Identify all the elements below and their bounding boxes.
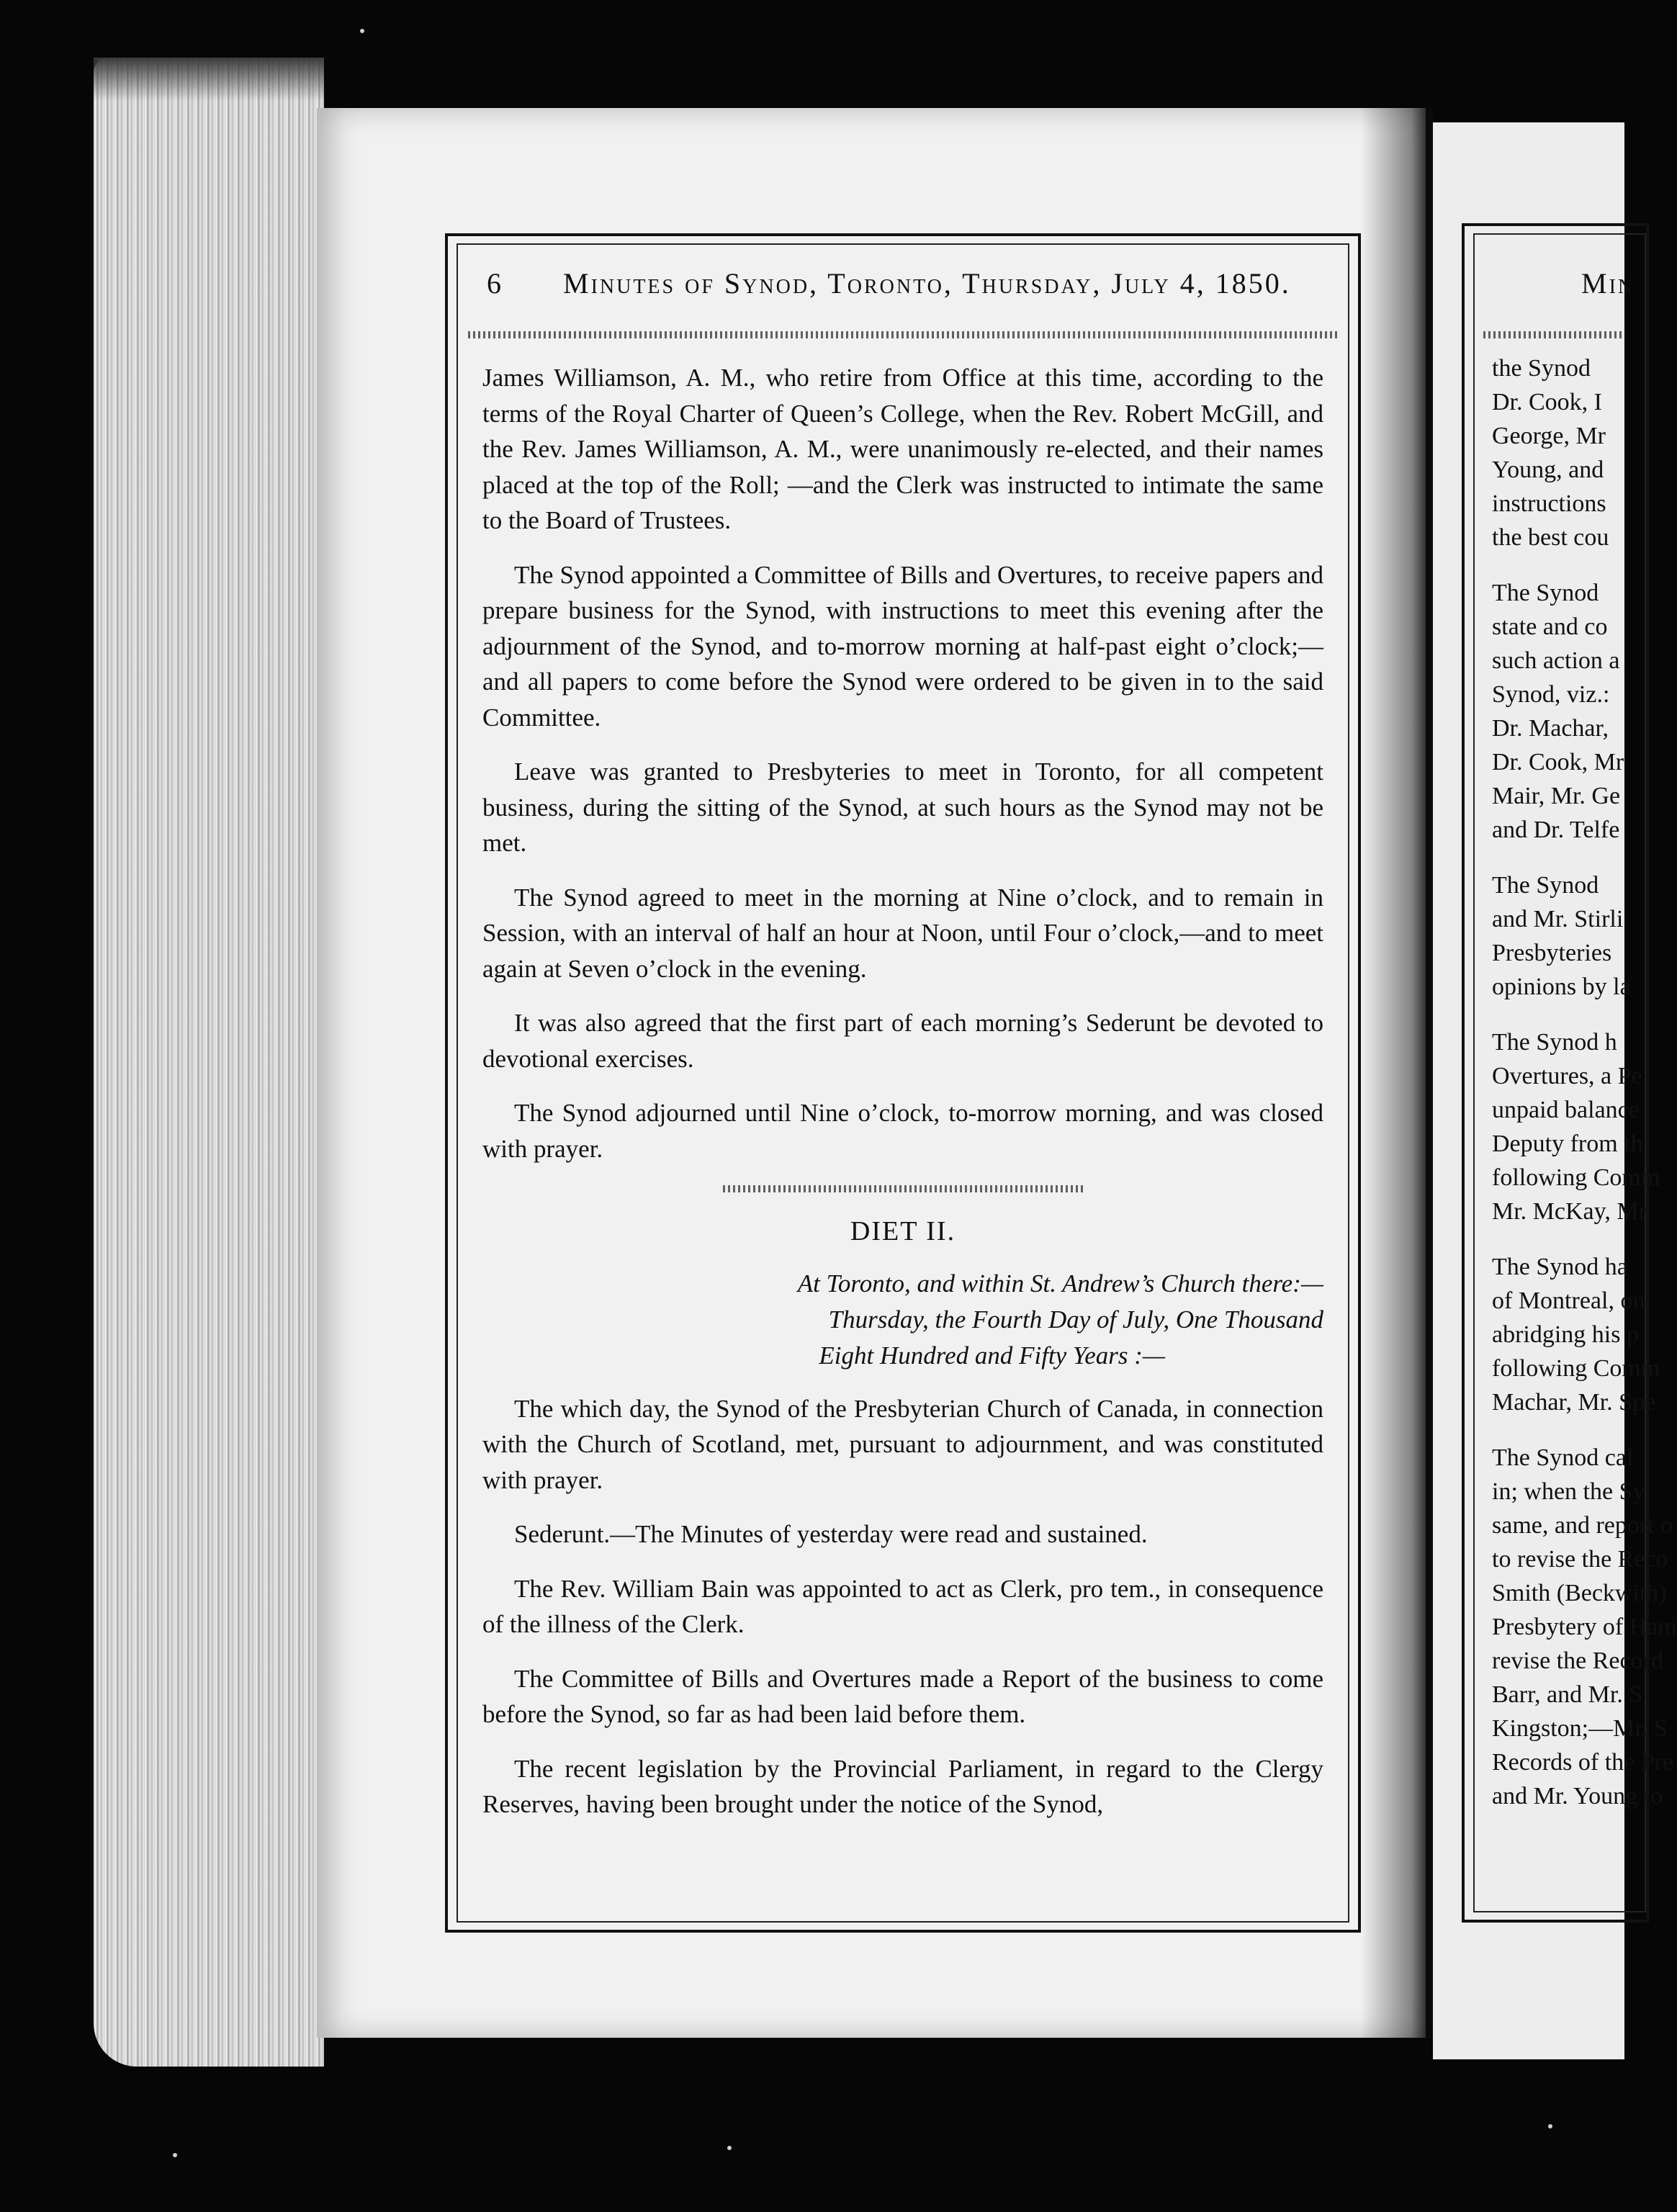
right-text-line: opinions by la xyxy=(1492,974,1631,1000)
right-text-line: the best cou xyxy=(1492,524,1609,551)
paragraph: The Synod adjourned until Nine o’clock, to-morrow morning, and was closed with prayer. xyxy=(482,1099,1323,1163)
right-text-line: Synod, viz.: xyxy=(1492,681,1610,708)
right-text-line: state and co xyxy=(1492,613,1608,640)
right-text-line: The Synod h xyxy=(1492,1029,1617,1056)
paragraph: Sederunt.—The Minutes of yesterday were read and sustained. xyxy=(514,1520,1148,1548)
right-text-line: Kingston;—Mr. S xyxy=(1492,1715,1668,1742)
right-text-line: following Comm xyxy=(1492,1355,1660,1382)
right-text-line: The Synod xyxy=(1492,580,1599,606)
paragraph: Leave was granted to Presbyteries to meet in Toronto, for all competent business, during the sitting of the Synod, at such hours as the Synod may not be met. xyxy=(482,757,1323,857)
right-text-line: same, and report o xyxy=(1492,1512,1673,1539)
right-text-line: Dr. Cook, I xyxy=(1492,389,1602,415)
right-text-line: and Dr. Telfe xyxy=(1492,817,1620,843)
right-text-line: revise the Record xyxy=(1492,1647,1663,1674)
right-text-line: Overtures, a Pe xyxy=(1492,1063,1642,1089)
paragraph: The which day, the Synod of the Presbyterian Church of Canada, in connection with the Church of Scotland, met, pursuant to adjournment, and was constituted with prayer. xyxy=(482,1394,1323,1494)
right-text-line: and Mr. Stirli xyxy=(1492,906,1624,932)
dust-speck xyxy=(173,2153,177,2157)
running-head: Minutes of Synod, Toronto, Thursday, July 4, 1850. xyxy=(563,267,1291,300)
paragraph: It was also agreed that the first part of each morning’s Sederunt be devoted to devotional exercises. xyxy=(482,1009,1323,1073)
book-page-edges xyxy=(94,58,324,2067)
right-text-line: Presbyteries xyxy=(1492,940,1612,966)
right-text-line: in; when the Sy xyxy=(1492,1478,1645,1505)
right-text-line: Mair, Mr. Ge xyxy=(1492,783,1621,809)
place-date-heading xyxy=(482,1266,1323,1374)
page-header xyxy=(487,266,1322,310)
section-heading: DIET II. xyxy=(850,1216,956,1246)
header-rule xyxy=(468,331,1339,338)
right-text-line: Dr. Cook, Mr xyxy=(1492,749,1624,775)
paragraph: The Rev. William Bain was appointed to act as Clerk, pro tem., in consequence of the illness of the Clerk. xyxy=(482,1574,1323,1638)
paragraph-gap xyxy=(1492,1228,1636,1250)
paragraph-gap xyxy=(1492,554,1636,576)
date-line: Thursday, the Fourth Day of July, One Thousand xyxy=(828,1305,1323,1334)
dust-speck xyxy=(1548,2124,1552,2128)
right-text-line: Deputy from th xyxy=(1492,1130,1643,1157)
right-running-head: Min xyxy=(1581,267,1635,300)
right-text-line: of Montreal, on xyxy=(1492,1287,1645,1314)
right-text-line: The Synod xyxy=(1492,872,1599,899)
right-text-line: George, Mr xyxy=(1492,423,1606,449)
page-body xyxy=(482,360,1323,1841)
date-line: Eight Hundred and Fifty Years :— xyxy=(819,1341,1165,1370)
right-text-line: instructions xyxy=(1492,490,1606,517)
right-text-line: Dr. Machar, xyxy=(1492,715,1609,742)
right-text-line: Records of the Pre xyxy=(1492,1749,1674,1776)
dust-speck xyxy=(727,2146,732,2150)
right-text-line: unpaid balance xyxy=(1492,1097,1640,1123)
right-text-line: Presbytery of Ham xyxy=(1492,1614,1677,1640)
right-text-line: such action a xyxy=(1492,647,1620,674)
right-text-line: to revise the Reco xyxy=(1492,1546,1668,1573)
paragraph: The Committee of Bills and Overtures made a Report of the business to come before the Synod, so far as had been laid before them. xyxy=(482,1664,1323,1728)
book-gutter xyxy=(1361,108,1433,2038)
paragraph-gap xyxy=(1492,847,1636,868)
dust-speck xyxy=(360,29,364,33)
place-line: At Toronto, and within St. Andrew’s Church there:— xyxy=(797,1269,1323,1298)
paragraph-gap xyxy=(1492,1419,1636,1441)
paragraph: The Synod agreed to meet in the morning at Nine o’clock, and to remain in Session, with an interval of half an hour at Noon, until Four o’clock,—and to meet again at Seven o’clock in the evening. xyxy=(482,883,1323,983)
right-text-line: Machar, Mr. Spe xyxy=(1492,1389,1656,1416)
right-text-line: Mr. McKay, Mr xyxy=(1492,1198,1647,1225)
right-text-line: the Synod xyxy=(1492,355,1591,382)
right-text-line: The Synod ha xyxy=(1492,1254,1628,1280)
right-text-line: Barr, and Mr. S xyxy=(1492,1681,1643,1708)
right-text-line: abridging his p xyxy=(1492,1321,1639,1348)
right-text-line: and Mr. Young to xyxy=(1492,1783,1663,1809)
right-text-line: Smith (Beckwith) xyxy=(1492,1580,1667,1606)
paragraph: James Williamson, A. M., who retire from Office at this time, according to the terms of the Royal Charter of Queen’s College, when the Rev. Robert McGill, and the Rev. James Williamson, A. M., were unanimously re-elected, and their names placed at the top of the Roll; —and the Clerk was instructed to intimate the same to the Board of Trustees. xyxy=(482,364,1323,534)
paragraph: The Synod appointed a Committee of Bills and Overtures, to receive papers and prepare business for the Synod, with instructions to meet this evening after the adjournment of the Synod, and to-morrow morning at half-past eight o’clock;—and all papers to come before the Synod were ordered to be given in to the said Committee. xyxy=(482,560,1323,732)
right-header-rule xyxy=(1483,331,1624,338)
right-text-line: Young, and xyxy=(1492,457,1604,483)
paragraph-gap xyxy=(1492,1004,1636,1025)
page-number: 6 xyxy=(487,267,502,300)
right-text-line: The Synod cal xyxy=(1492,1444,1634,1471)
section-divider xyxy=(723,1185,1083,1192)
right-page-text xyxy=(1492,351,1677,1813)
paragraph: The recent legislation by the Provincial Parliament, in regard to the Clergy Reserves, having been brought under the notice of the Synod, xyxy=(482,1754,1323,1818)
right-text-line: following Comm xyxy=(1492,1164,1660,1191)
